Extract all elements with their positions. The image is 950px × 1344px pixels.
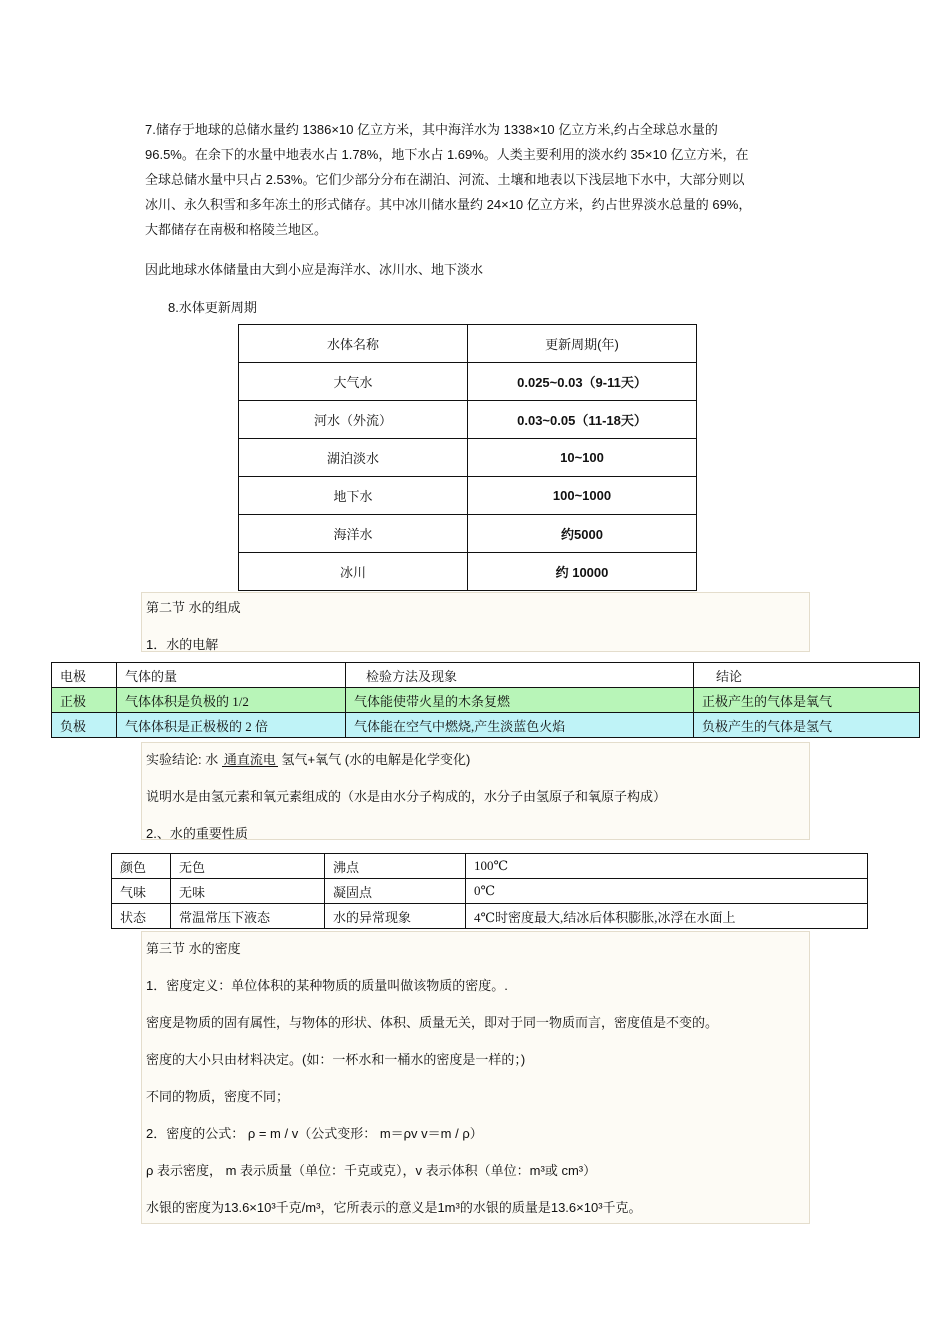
period-cell: 约5000 bbox=[468, 515, 697, 553]
experiment-prefix: 实验结论: 水 bbox=[146, 752, 219, 767]
water-body-cell: 湖泊淡水 bbox=[239, 439, 468, 477]
table-row bbox=[112, 879, 868, 904]
storage-paragraph bbox=[145, 117, 815, 242]
section2-conclusion-box bbox=[141, 742, 810, 840]
water-body-cell: 河水（外流） bbox=[239, 401, 468, 439]
mercury-density: 水银的密度为13.6×10³千克/m³，它所表示的意义是1m³的水银的质量是13.6×10³千克。 bbox=[146, 1200, 642, 1215]
update-heading: 8.水体更新周期 bbox=[168, 300, 257, 315]
period-cell: 0.03~0.05（11-18天） bbox=[468, 401, 697, 439]
period-cell: 100~1000 bbox=[468, 477, 697, 515]
table-row bbox=[52, 713, 920, 738]
property-name-cell: 状态 bbox=[112, 904, 171, 929]
density-line: 密度是物质的固有属性，与物体的形状、体积、质量无关，即对于同一物质而言，密度值是不变的。 bbox=[146, 1015, 719, 1030]
header-cell: 结论 bbox=[694, 663, 920, 688]
property-value-cell: 100℃ bbox=[466, 854, 868, 879]
water-body-cell: 大气水 bbox=[239, 363, 468, 401]
table-row bbox=[112, 904, 868, 929]
property-name-cell: 气味 bbox=[112, 879, 171, 904]
density-symbols: ρ 表示密度， m 表示质量（单位：千克或克），v 表示体积（单位：m³或 cm³） bbox=[146, 1163, 597, 1178]
table-row bbox=[239, 553, 697, 591]
experiment-condition: 通直流电 bbox=[223, 752, 276, 767]
property-value-cell: 常温常压下液态 bbox=[171, 904, 325, 929]
storage-conclusion: 因此地球水体储量由大到小应是海洋水、冰川水、地下淡水 bbox=[145, 262, 484, 277]
section3-box bbox=[141, 931, 810, 1224]
update-period-table bbox=[238, 324, 697, 591]
composition-explain: 说明水是由氢元素和氧元素组成的（水是由水分子构成的，水分子由氢原子和氧原子构成） bbox=[146, 789, 667, 804]
storage-line: 7.储存于地球的总储水量约 1386×10 亿立方米，其中海洋水为 1338×10 亿立方米,约占全球总水量的 bbox=[145, 122, 718, 137]
water-body-cell: 冰川 bbox=[239, 553, 468, 591]
property-name-cell: 凝固点 bbox=[325, 879, 466, 904]
test-method-cell: 气体能在空气中燃烧,产生淡蓝色火焰 bbox=[346, 713, 694, 738]
header-cell: 检验方法及现象 bbox=[346, 663, 694, 688]
conclusion-cell: 负极产生的气体是氢气 bbox=[694, 713, 920, 738]
storage-line: 冰川、永久积雪和多年冻土的形式储存。其中冰川储水量约 24×10 亿立方米，约占世界淡水总量的 69%， bbox=[145, 197, 752, 212]
density-formula: 2．密度的公式： ρ = m / v（公式变形： m＝ρv v＝m / ρ） bbox=[146, 1126, 483, 1141]
property-value-cell: 无色 bbox=[171, 854, 325, 879]
electrolysis-table bbox=[51, 662, 920, 738]
table-row bbox=[239, 363, 697, 401]
section2-sub2: 2.、水的重要性质 bbox=[146, 826, 248, 841]
period-cell: 0.025~0.03（9-11天） bbox=[468, 363, 697, 401]
property-value-cell: 4℃时密度最大,结冰后体积膨胀,冰浮在水面上 bbox=[466, 904, 868, 929]
density-line: 不同的物质，密度不同； bbox=[146, 1089, 290, 1104]
property-value-cell: 0℃ bbox=[466, 879, 868, 904]
density-line: 密度的大小只由材料决定。(如：一杯水和一桶水的密度是一样的；) bbox=[146, 1052, 526, 1067]
header-cell: 更新周期(年) bbox=[468, 325, 697, 363]
experiment-conclusion bbox=[146, 749, 470, 768]
header-cell: 电极 bbox=[52, 663, 117, 688]
table-row bbox=[239, 515, 697, 553]
storage-line: 大都储存在南极和格陵兰地区。 bbox=[145, 222, 328, 237]
section2-title: 第二节 水的组成 bbox=[146, 600, 241, 615]
electrode-cell: 负极 bbox=[52, 713, 117, 738]
storage-line: 全球总储水量中只占 2.53%。它们少部分分布在湖泊、河流、土壤和地表以下浅层地下水中，大部分则以 bbox=[145, 172, 745, 187]
gas-amount-cell: 气体体积是正极极的 2 倍 bbox=[117, 713, 346, 738]
density-line: 1．密度定义：单位体积的某种物质的质量叫做该物质的密度。. bbox=[146, 978, 508, 993]
header-cell: 水体名称 bbox=[239, 325, 468, 363]
water-properties-table bbox=[111, 853, 868, 929]
table-header-row bbox=[239, 325, 697, 363]
table-row bbox=[52, 688, 920, 713]
property-name-cell: 颜色 bbox=[112, 854, 171, 879]
header-cell: 气体的量 bbox=[117, 663, 346, 688]
table-row bbox=[112, 854, 868, 879]
electrode-cell: 正极 bbox=[52, 688, 117, 713]
storage-line: 96.5%。在余下的水量中地表水占 1.78%，地下水占 1.69%。人类主要利用的淡水约 35×10 亿立方米，在 bbox=[145, 147, 749, 162]
section3-title: 第三节 水的密度 bbox=[146, 941, 241, 956]
period-cell: 10~100 bbox=[468, 439, 697, 477]
section2-sub1: 1．水的电解 bbox=[146, 637, 219, 652]
table-row bbox=[239, 477, 697, 515]
experiment-suffix: 氢气+氧气 (水的电解是化学变化) bbox=[281, 752, 471, 767]
section2-header-box bbox=[141, 592, 810, 652]
gas-amount-cell: 气体体积是负极的 1/2 bbox=[117, 688, 346, 713]
water-body-cell: 地下水 bbox=[239, 477, 468, 515]
test-method-cell: 气体能使带火星的木条复燃 bbox=[346, 688, 694, 713]
property-name-cell: 水的异常现象 bbox=[325, 904, 466, 929]
water-body-cell: 海洋水 bbox=[239, 515, 468, 553]
conclusion-cell: 正极产生的气体是氧气 bbox=[694, 688, 920, 713]
table-header-row bbox=[52, 663, 920, 688]
property-name-cell: 沸点 bbox=[325, 854, 466, 879]
table-row bbox=[239, 439, 697, 477]
property-value-cell: 无味 bbox=[171, 879, 325, 904]
period-cell: 约 10000 bbox=[468, 553, 697, 591]
table-row bbox=[239, 401, 697, 439]
